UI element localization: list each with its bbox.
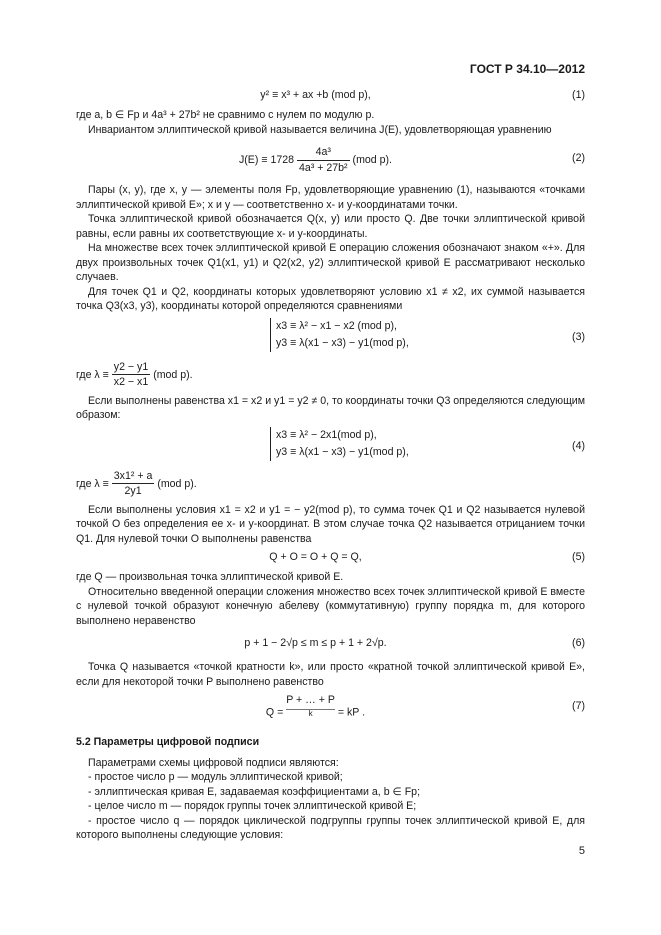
equation-4-number: (4): [572, 439, 585, 452]
content-body: [76, 88, 585, 843]
paragraph-params-intro: Параметрами схемы цифровой подписи являются:: [88, 756, 339, 769]
paragraph-where-ab: где a, b ∈ Fp и 4a³ + 27b² не сравнимо с нулем по модулю p.: [76, 109, 375, 121]
lambda-2-fraction: [112, 469, 155, 499]
equation-6-formula: p + 1 − 2√p ≤ m ≤ p + 1 + 2√p.: [244, 637, 387, 649]
equation-7-number: (7): [572, 700, 585, 712]
paragraph-case-3: Если выполнены условия x1 = x2 и y1 = − y2(mod p), то сумма точек Q1 и Q2 называется нулевой точкой O без определения ее x- и y-координат. В этом случае точка Q2 называется отрицанием точки Q1. Для нулевой точки O выполнены равенства: [76, 503, 585, 545]
equation-3: [76, 318, 585, 358]
lambda-2-prefix: где λ ≡: [76, 477, 109, 490]
equation-3-system: [270, 318, 409, 352]
equation-6-number: (6): [572, 637, 585, 649]
lambda-definition-2: [76, 469, 585, 499]
equation-2-lhs: J(E) ≡ 1728: [238, 153, 295, 166]
paragraph-where-q: где Q — произвольная точка эллиптической кривой E.: [76, 571, 344, 583]
paragraph-addition: На множестве всех точек эллиптической кривой E операцию сложения обозначают знаком «+». Для двух произвольных точек Q1(x1, y1) и Q2(x2, y2) эллиптической кривой E рассматривают несколько случаев.: [76, 242, 585, 283]
lambda-definition-1: [76, 360, 585, 390]
equation-2-numerator: 4a³: [297, 145, 350, 161]
equation-1-number: (1): [572, 89, 585, 101]
equation-7-rhs: = kP .: [337, 706, 366, 719]
equation-5-formula: Q + O = O + Q = Q,: [269, 551, 362, 563]
list-item: - эллиптическая кривая E, задаваемая коэффициентами a, b ∈ Fp;: [88, 785, 421, 798]
lambda-1-prefix: где λ ≡: [76, 368, 109, 381]
lambda-1-numerator: y2 − y1: [112, 360, 150, 376]
equation-2-number: (2): [572, 152, 585, 164]
paragraph-pairs: Пары (x, y), где x, y — элементы поля Fp, удовлетворяющие уравнению (1), называются «точками эллиптической кривой E»; x и y — соответственно x- и y-координатами точки.: [76, 184, 585, 211]
equation-2-fraction: [297, 145, 350, 175]
list-item: - простое число p — модуль эллиптической кривой;: [88, 771, 343, 783]
equation-2-denominator: 4a³ + 27b²: [299, 161, 348, 174]
equation-1-formula: y² ≡ x³ + ax +b (mod p),: [260, 89, 371, 101]
equation-6: [76, 636, 585, 656]
lambda-1-denominator: x2 − x1: [113, 376, 149, 388]
section-title: 5.2 Параметры цифровой подписи: [76, 736, 260, 748]
paragraph-point: Точка эллиптической кривой обозначается Q(x, y) или просто Q. Две точки эллиптической кривой равны, если равны их соответствующие x- и y-координаты.: [76, 213, 585, 240]
paragraph-invariant: Инвариантом эллиптической кривой называется величина J(E), удовлетворяющая уравнению: [88, 123, 552, 136]
lambda-2-denominator: 2y1: [124, 485, 142, 497]
equation-7-underbrace: [286, 693, 335, 718]
lambda-1-suffix: (mod p).: [153, 368, 193, 381]
page-number: 5: [578, 845, 585, 857]
standard-header: ГОСТ Р 34.10—2012: [469, 62, 585, 76]
equation-4-system: [270, 427, 409, 461]
paragraph-case-1: Для точек Q1 и Q2, координаты которых удовлетворяют условию x1 ≠ x2, их суммой называется точка Q3(x3, y3), координаты которой определяются сравнениями: [76, 285, 585, 312]
equation-3-number: (3): [572, 330, 585, 343]
lambda-2-numerator: 3x1² + a: [112, 469, 155, 485]
equation-4: [76, 427, 585, 467]
equation-2-rhs: (mod p).: [352, 153, 392, 166]
list-item: - целое число m — порядок группы точек эллиптической кривой E;: [88, 800, 417, 812]
paragraph-case-2: Если выполнены равенства x1 = x2 и y1 = y2 ≠ 0, то координаты точки Q3 определяются следующим образом:: [76, 394, 585, 421]
equation-7-lhs: Q =: [265, 706, 287, 719]
equation-7-brace-text: P + … + P: [286, 694, 335, 706]
equation-7-k: k: [308, 708, 313, 718]
equation-3-line-1: x3 ≡ λ² − x1 − x2 (mod p),: [276, 319, 397, 332]
lambda-1-fraction: [112, 360, 150, 390]
equation-7: [76, 689, 585, 727]
equation-5: [76, 550, 585, 570]
paragraph-group: Относительно введенной операции сложения множество всех точек эллиптической кривой E вместе с нулевой точкой образуют конечную абелеву (коммутативную) группу порядка m, для которого выполнено неравенство: [76, 585, 585, 627]
equation-4-line-1: x3 ≡ λ² − 2x1(mod p),: [276, 428, 377, 441]
lambda-2-suffix: (mod p).: [157, 477, 197, 490]
equation-4-line-2: y3 ≡ λ(x1 − x3) − y1(mod p),: [276, 445, 409, 458]
paragraph-multiple: Точка Q называется «точкой кратности k», или просто «кратной точкой эллиптической кривой E», если для некоторой точки P выполнено равенство: [76, 661, 585, 688]
equation-2: [76, 141, 585, 179]
equation-7-formula: [76, 693, 555, 720]
equation-5-number: (5): [572, 551, 585, 563]
list-item: - простое число q — порядок циклической подгруппы группы точек эллиптической кривой E, для которого выполнены следующие условия:: [76, 814, 585, 841]
equation-3-line-2: y3 ≡ λ(x1 − x3) − y1(mod p),: [276, 336, 409, 349]
equation-1: [76, 88, 585, 108]
equation-2-formula: [76, 145, 555, 175]
